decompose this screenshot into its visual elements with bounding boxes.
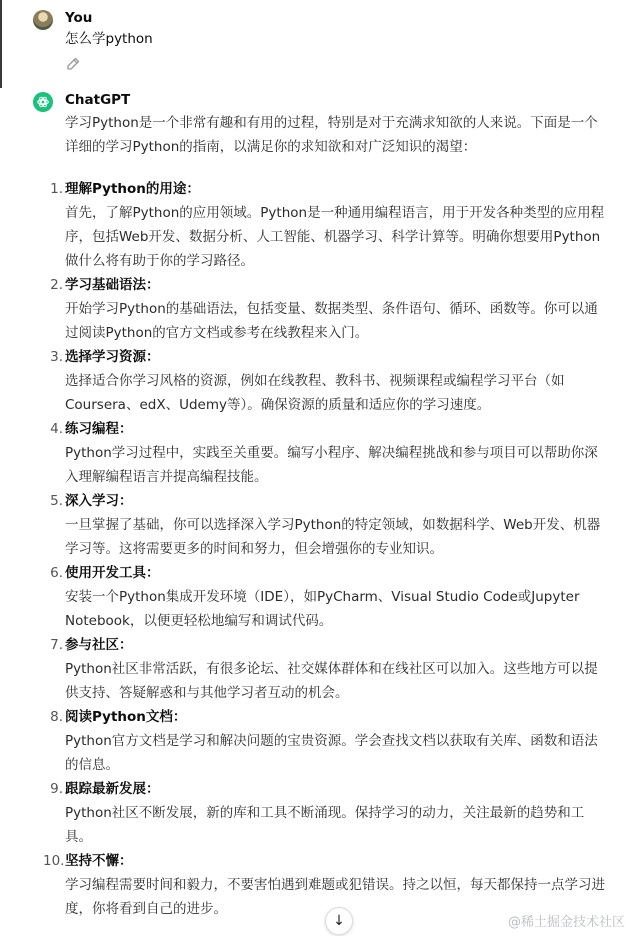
arrow-down-icon: ↓ [333,913,345,929]
list-item-title: 学习基础语法： [65,277,160,293]
list-number: 3. [50,349,63,365]
pencil-icon[interactable] [65,56,81,72]
window-edge-divider [0,0,2,88]
list-item-title: 坚持不懈： [65,853,133,869]
list-item [50,489,610,561]
list-item [50,273,610,345]
list-item-text: 选择适合你学习风格的资源，例如在线教程、教科书、视频课程或编程学习平台（如Coursera、edX、Udemy等）。确保资源的质量和适应你的学习速度。 [65,373,565,413]
list-item-title: 理解Python的用途： [65,181,200,197]
list-item [50,777,610,849]
list-item-text: 一旦掌握了基础，你可以选择深入学习Python的特定领域，如数据科学、Web开发、机器学习等。这将需要更多的时间和努力，但会增强你的专业知识。 [65,517,601,557]
list-number: 1. [50,181,63,197]
user-avatar [33,10,53,30]
watermark: @稀土掘金技术社区 [507,915,625,930]
list-item-title: 跟踪最新发展： [65,781,160,797]
list-number: 5. [50,493,63,509]
list-item-title: 练习编程： [65,421,133,437]
list-number: 9. [50,781,63,797]
list-item-title: 阅读Python文档： [65,709,187,725]
list-item-text: Python学习过程中，实践至关重要。编写小程序、解决编程挑战和参与项目可以帮助你深入理解编程语言并提高编程技能。 [65,445,598,485]
list-item-text: Python社区非常活跃，有很多论坛、社交媒体群体和在线社区可以加入。这些地方可以提供支持、答疑解惑和与其他学习者互动的机会。 [65,661,598,701]
list-item [50,417,610,489]
list-item [50,633,610,705]
list-number: 8. [50,709,63,725]
list-item-text: Python社区不断发展，新的库和工具不断涌现。保持学习的动力，关注最新的趋势和工具。 [65,805,585,845]
list-number: 2. [50,277,63,293]
list-item-text: 开始学习Python的基础语法，包括变量、数据类型、条件语句、循环、函数等。你可以通过阅读Python的官方文档或参考在线教程来入门。 [65,301,598,341]
list-number: 10. [43,853,65,869]
list-item-title: 选择学习资源： [65,349,160,365]
list-item [50,345,610,417]
assistant-name: ChatGPT [65,92,131,108]
list-item-title: 深入学习： [65,493,133,509]
user-name: You [65,10,93,26]
scroll-to-bottom-button[interactable] [325,907,353,935]
list-item [50,705,610,777]
list-item-title: 参与社区： [65,637,133,653]
response-intro: 学习Python是一个非常有趣和有用的过程，特别是对于充满求知欲的人来说。下面是一个详细的学习Python的指南，以满足你的求知欲和对广泛知识的渴望： [65,115,598,155]
user-message-text: 怎么学python [65,31,153,47]
list-item-text: 首先，了解Python的应用领域。Python是一种通用编程语言，用于开发各种类型的应用程序，包括Web开发、数据分析、人工智能、机器学习、科学计算等。明确你想要用Python做什么将有助于你的学习路径。 [65,205,605,269]
list-item-text: 安装一个Python集成开发环境（IDE），如PyCharm、Visual Studio Code或Jupyter Notebook，以便更轻松地编写和调试代码。 [65,589,580,629]
list-number: 4. [50,421,63,437]
assistant-response [43,111,610,921]
list-item [50,177,610,273]
list-number: 6. [50,565,63,581]
openai-logo-icon [33,92,53,112]
list-item-text: Python官方文档是学习和解决问题的宝贵资源。学会查找文档以获取有关库、函数和语法的信息。 [65,733,598,773]
list-item [50,561,610,633]
steps-list [43,177,610,921]
list-number: 7. [50,637,63,653]
list-item-title: 使用开发工具： [65,565,160,581]
list-item-text: 学习编程需要时间和毅力，不要害怕遇到难题或犯错误。持之以恒，每天都保持一点学习进度，你将看到自己的进步。 [65,877,605,917]
